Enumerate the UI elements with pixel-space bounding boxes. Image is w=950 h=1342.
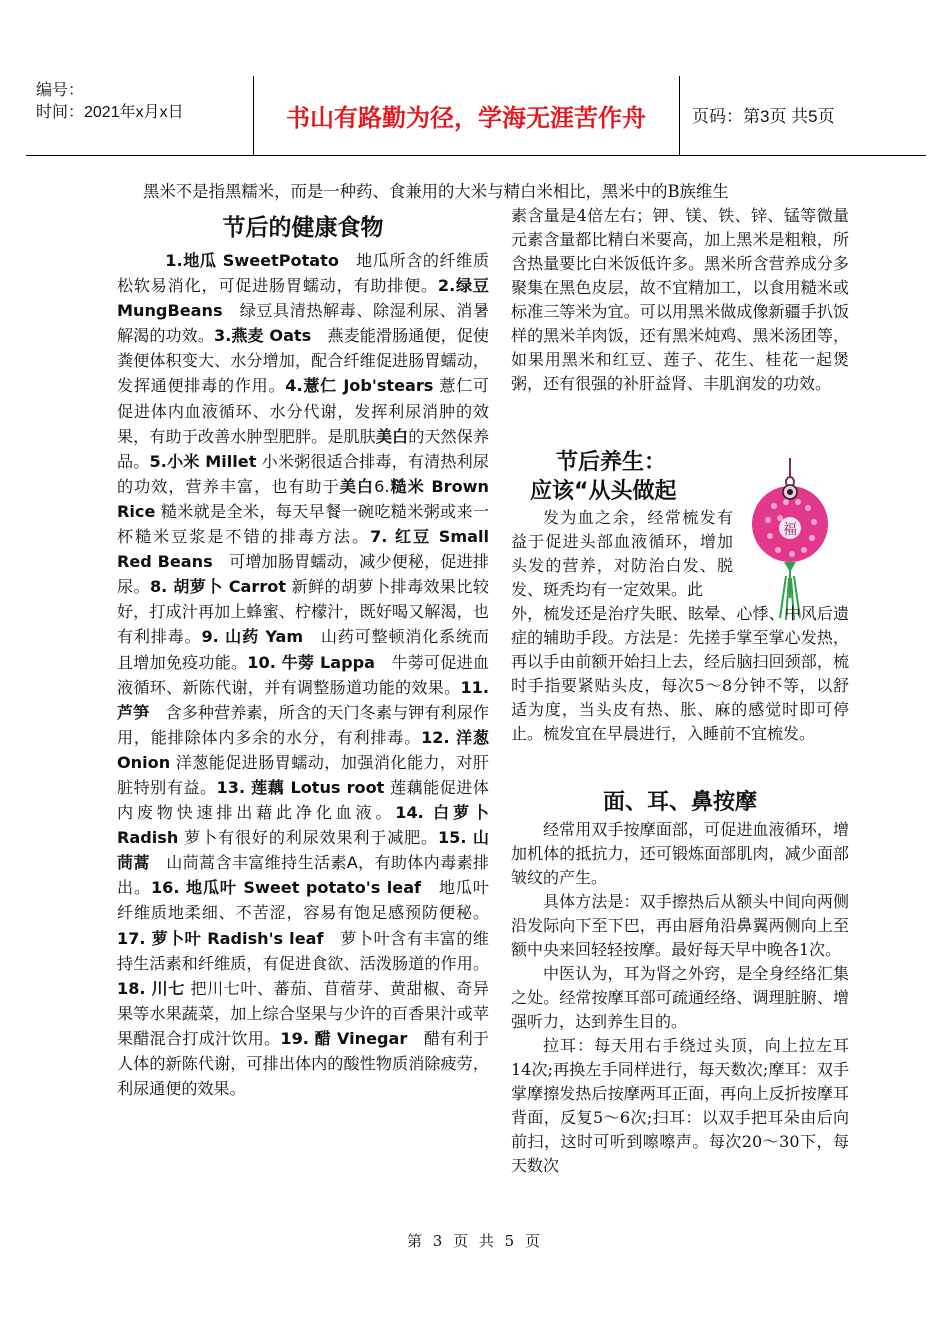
header-meta [36, 80, 254, 124]
massage-text [511, 818, 849, 1178]
food-item-heading: 8. 胡萝卜 Carrot [149, 577, 287, 597]
header-page-label: 页码：第3页 共5页 [692, 107, 835, 126]
food-item-heading: 18. 川七 [117, 978, 185, 998]
food-item-heading: 13. 莲藕 Lotus root [216, 777, 385, 797]
food-item-heading: 12. 洋葱 Onion [117, 727, 489, 772]
food-list [117, 248, 489, 1101]
food-item-text: 可增加肠胃蠕动，减少便秘，促进排尿。 [117, 552, 489, 597]
food-item-heading: 7. 红豆 Small Red Beans [117, 527, 489, 572]
food-item-text: 洋葱能促进肠胃蠕动，加强消化能力，对肝脏特别有益。 [117, 752, 489, 797]
food-item-heading: 9. 山药 Yam [201, 627, 304, 647]
food-item-heading: 4.薏仁 Job'stears [285, 376, 434, 396]
food-item-heading: 糙米 Brown Rice [117, 476, 489, 521]
food-item-text: 山茼蒿含丰富维持生活素A，有助体内毒素排出。 [117, 853, 490, 898]
food-item-heading: 11.芦笋 [117, 677, 489, 722]
comb-paragraph-1: 发为血之余，经常梳发有益于促进头部血液循环，增加头发的营养，对防治白发、脱发、斑秃均有一定效果。此 [511, 508, 733, 599]
food-item-heading: 3.燕麦 Oats [214, 326, 312, 346]
food-item-text: 的天然保养品。 [117, 426, 490, 471]
food-item-text: 燕麦能滑肠通便，促使粪便体积变大、水分增加，配合纤维促进肠胃蠕动，发挥通便排毒的作用。 [117, 326, 490, 396]
food-item-heading: 16. 地瓜叶 Sweet potato's leaf [150, 878, 422, 898]
comb-paragraph-2: 外，梳发还是治疗失眠、眩晕、心悸、中风后遗症的辅助手段。方法是：先搓手掌至掌心发热，再以手由前额开始扫上去，经后脑扫回颈部，梳时手指要紧贴头皮，每次5～8分钟不等，以舒适为度，当头皮有热、胀、麻的感觉时即可停止。梳发宜在早晨进行，入睡前不宜梳发。 [511, 604, 849, 743]
food-item-text: 薏仁可促进体内血液循环、水分代谢，发挥利尿消肿的效果，有助于改善水肿型肥胖。是肌肤 [117, 376, 489, 446]
massage-paragraph: 拉耳：每天用右手绕过头顶，向上拉左耳14次;再换左手同样进行，每天数次;摩耳：双手掌摩擦发热后按摩两耳正面，再向上反折按摩耳背面，反复5～6次;扫耳：以双手把耳朵由后向前扫，这时可听到嚓嚓声。每次20～30下，每天数次 [511, 1036, 849, 1175]
food-item-text: 萝卜叶含有丰富的维持生活素和纤维质，有促进食欲、活泼肠道的作用。 [117, 928, 490, 973]
massage-paragraph: 具体方法是：双手擦热后从额头中间向两侧沿发际向下至下巴，再由唇角沿鼻翼两侧向上至额中央来回轻轻按摩。最好每天早中晚各1次。 [511, 892, 849, 959]
massage-paragraph: 经常用双手按摩面部，可促进血液循环，增加机体的抵抗力，还可锻炼面部肌肉，减少面部皱纹的产生。 [511, 820, 849, 887]
food-item-text: 莲藕能促进体内废物快速排出藉此净化血液。 [117, 777, 489, 823]
food-item-heading: 17. 萝卜叶 Radish's leaf [117, 928, 324, 948]
massage-paragraph: 中医认为，耳为肾之外窍，是全身经络汇集之处。经常按摩耳部可疏通经络、调理脏腑、增强听力，达到养生目的。 [511, 964, 849, 1031]
food-item-text: 牛蒡可促进血液循环、新陈代谢，并有调整肠道功能的效果。 [117, 652, 490, 697]
food-item-text: 含多种营养素，所含的天门冬素与钾有利尿作用，能排除体内多余的水分，有利排毒。 [117, 702, 490, 747]
food-item-text: 把川七叶、蕃茄、苜蓿芽、黄甜椒、奇异果等水果蔬菜，加上综合坚果与少许的百香果汁或苹果醋混合打成汁饮用。 [117, 978, 489, 1048]
food-item-heading: 19. 醋 Vinegar [280, 1028, 408, 1048]
comb-section-title-1: 节后养生： [556, 450, 667, 475]
food-item-text: 糙米就是全米，每天早餐一碗吃糙米粥或来一杯糙米豆浆是不错的排毒方法。 [117, 501, 489, 547]
food-item-heading: 5.小米 Millet [149, 451, 257, 471]
food-item-heading: 1.地瓜 SweetPotato [165, 251, 339, 270]
food-item-heading: 14. 白萝卜 Radish [117, 803, 489, 848]
food-item-text: 绿豆具清热解毒、除湿利尿、消暑解渴的功效。 [117, 301, 489, 346]
food-item-heading: 15. 山茼蒿 [117, 828, 489, 873]
face-section-title: 面、耳、鼻按摩 [602, 790, 757, 815]
food-item-text: 小米粥很适合排毒，有清热利尿的功效，营养丰富，也有助于 [117, 451, 489, 496]
food-item-text: 萝卜有很好的利尿效果利于减肥。 [178, 828, 438, 848]
food-item-text: 山药可整顿消化系统而且增加免疫功能。 [117, 627, 490, 672]
food-item-text: 醋有利于人体的新陈代谢，可排出体内的酸性物质消除疲劳，利尿通便的效果。 [117, 1028, 490, 1099]
food-item-heading: 2.绿豆 MungBeans [117, 276, 490, 321]
food-item-heading: 10. 牛蒡 Lappa [247, 652, 375, 672]
black-rice-text: 素含量是4倍左右；钾、镁、铁、锌、锰等微量元素含量都比精白米要高，加上黑米是粗粮，所含热量要比白米饭低许多。黑米所含营养成分多聚集在黑色皮层，故不宜精加工，以食用糙米或标准三等米为宜。可以用黑米做成像新疆手扒饭样的黑米羊肉饭，还有黑米炖鸡、黑米汤团等，如果用黑米和红豆、莲子、花生、桂花一起煲粥，还有很强的补肝益肾、丰肌润发的功效。 [511, 206, 849, 393]
food-item-text: 6. [374, 476, 390, 496]
food-item-text: 地瓜所含的纤维质松软易消化，可促进肠胃蠕动，有助排便。 [117, 251, 490, 296]
header-divider [679, 76, 680, 156]
doc-number-label: 编号： [36, 82, 85, 99]
left-section-title: 节后的健康食物 [222, 215, 384, 241]
header-rule [26, 155, 926, 156]
food-item-heading: 美白 [339, 476, 375, 496]
comb-text [511, 506, 849, 746]
food-item-text: 地瓜叶纤维质地柔细、不苦涩，容易有饱足感预防便秘。 [117, 878, 489, 923]
comb-section-title-2: 应该“从头做起 [530, 479, 677, 504]
page-footer: 第 3 页 共 5 页 [407, 1232, 543, 1250]
ornament-char: 福 [783, 522, 797, 538]
food-item-text: 新鲜的胡萝卜排毒效果比较好，打成汁再加上蜂蜜、柠檬汁，既好喝又解渴，也有利排毒。 [117, 577, 490, 647]
doc-time-label: 时间：2021年x月x日 [36, 104, 184, 121]
food-item-heading: 美白 [375, 426, 409, 446]
intro-line: 黑米不是指黑糯米，而是一种药、食兼用的大米与精白米相比，黑米中的B族维生 [143, 182, 729, 201]
header-motto: 书山有路勤为径，学海无涯苦作舟 [286, 104, 646, 132]
